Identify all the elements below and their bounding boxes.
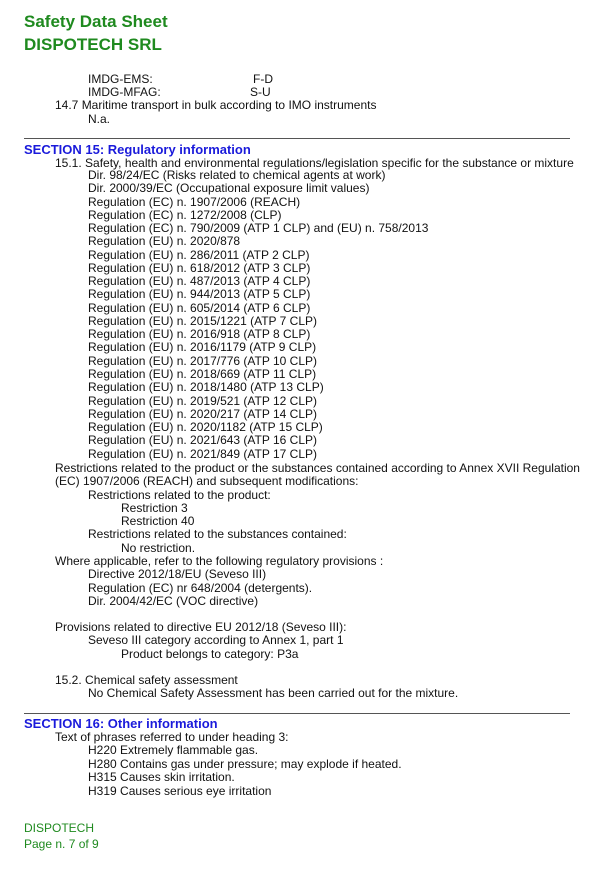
imdg-ems-label: IMDG-EMS:: [88, 72, 153, 86]
phrase-h280: H280 Contains gas under pressure; may explode if heated.: [88, 757, 402, 771]
regulation-item: Regulation (EC) n. 790/2009 (ATP 1 CLP) and (EU) n. 758/2013: [88, 221, 429, 236]
restrictions-substances: Restrictions related to the substances contained:: [88, 527, 347, 541]
regulation-list: [88, 169, 428, 461]
regulation-item: Regulation (EU) n. 487/2013 (ATP 4 CLP): [88, 274, 311, 289]
section-divider: [24, 138, 570, 139]
regulation-item: Regulation (EU) n. 2016/918 (ATP 8 CLP): [88, 327, 311, 342]
section-15-2: 15.2. Chemical safety assessment: [55, 673, 238, 687]
regulation-item: Regulation (EU) n. 2015/1221 (ATP 7 CLP): [88, 313, 318, 328]
imdg-ems-value: F-D: [253, 72, 273, 86]
section-16-heading: SECTION 16: Other information: [24, 716, 218, 731]
section-14-7-value: N.a.: [88, 112, 111, 126]
company-name: DISPOTECH SRL: [24, 35, 162, 54]
section-14-7: 14.7 Maritime transport in bulk according to IMO instruments: [55, 98, 377, 112]
provision-seveso: Directive 2012/18/EU (Seveso III): [88, 567, 267, 581]
regulation-item: Dir. 98/24/EC (Risks related to chemical agents at work): [88, 168, 386, 182]
regulation-item: Regulation (EU) n. 944/2013 (ATP 5 CLP): [88, 287, 311, 302]
regulation-item: Regulation (EU) n. 2018/669 (ATP 11 CLP): [88, 366, 317, 381]
phrases-intro: Text of phrases referred to under heading 3:: [55, 730, 289, 744]
imdg-mfag-label: IMDG-MFAG:: [88, 85, 161, 99]
restriction-40: Restriction 40: [121, 514, 195, 528]
restriction-3: Restriction 3: [121, 501, 188, 515]
regulation-item: Regulation (EC) n. 1907/2006 (REACH): [88, 194, 301, 209]
restrictions-product: Restrictions related to the product:: [88, 488, 271, 502]
provision-detergents: Regulation (EC) nr 648/2004 (detergents).: [88, 581, 313, 595]
footer-page-number: Page n. 7 of 9: [24, 837, 99, 851]
provision-voc: Dir. 2004/42/EC (VOC directive): [88, 594, 259, 608]
regulation-item: Dir. 2000/39/EC (Occupational exposure limit values): [88, 181, 370, 196]
regulation-item: Regulation (EC) n. 1272/2008 (CLP): [88, 207, 282, 222]
no-restriction: No restriction.: [121, 541, 196, 555]
document-title: Safety Data Sheet: [24, 12, 168, 31]
seveso-heading: Provisions related to directive EU 2012/18 (Seveso III):: [55, 620, 347, 634]
regulation-item: Regulation (EU) n. 286/2011 (ATP 2 CLP): [88, 247, 310, 262]
regulation-item: Regulation (EU) n. 2018/1480 (ATP 13 CLP): [88, 380, 324, 395]
restrictions-intro-cont: (EC) 1907/2006 (REACH) and subsequent modifications:: [55, 474, 359, 488]
regulation-item: Regulation (EU) n. 2019/521 (ATP 12 CLP): [88, 393, 318, 408]
regulation-item: Regulation (EU) n. 605/2014 (ATP 6 CLP): [88, 300, 311, 315]
regulation-item: Regulation (EU) n. 618/2012 (ATP 3 CLP): [88, 260, 311, 275]
seveso-category: Seveso III category according to Annex 1, part 1: [88, 633, 344, 647]
regulation-item: Regulation (EU) n. 2020/1182 (ATP 15 CLP): [88, 420, 323, 435]
footer-company: DISPOTECH: [24, 821, 95, 835]
phrase-h319: H319 Causes serious eye irritation: [88, 784, 272, 798]
regulation-item: Regulation (EU) n. 2020/217 (ATP 14 CLP): [88, 406, 318, 421]
section-divider: [24, 713, 570, 714]
restrictions-intro: Restrictions related to the product or the substances contained according to Annex XVII Regulation: [55, 461, 580, 475]
regulation-item: Regulation (EU) n. 2016/1179 (ATP 9 CLP): [88, 340, 317, 355]
section-15-heading: SECTION 15: Regulatory information: [24, 142, 251, 157]
phrase-h220: H220 Extremely flammable gas.: [88, 743, 259, 757]
imdg-mfag-value: S-U: [250, 85, 271, 99]
regulation-item: Regulation (EU) n. 2017/776 (ATP 10 CLP): [88, 353, 318, 368]
regulation-item: Regulation (EU) n. 2020/878: [88, 234, 241, 249]
phrase-h315: H315 Causes skin irritation.: [88, 770, 235, 784]
where-applicable: Where applicable, refer to the following regulatory provisions :: [55, 554, 384, 568]
regulation-item: Regulation (EU) n. 2021/849 (ATP 17 CLP): [88, 446, 318, 461]
regulation-item: Regulation (EU) n. 2021/643 (ATP 16 CLP): [88, 433, 318, 448]
section-15-2-text: No Chemical Safety Assessment has been carried out for the mixture.: [88, 686, 459, 700]
section-15-1: 15.1. Safety, health and environmental regulations/legislation specific for the substance or mixture: [55, 156, 574, 170]
seveso-product-category: Product belongs to category: P3a: [121, 647, 299, 661]
